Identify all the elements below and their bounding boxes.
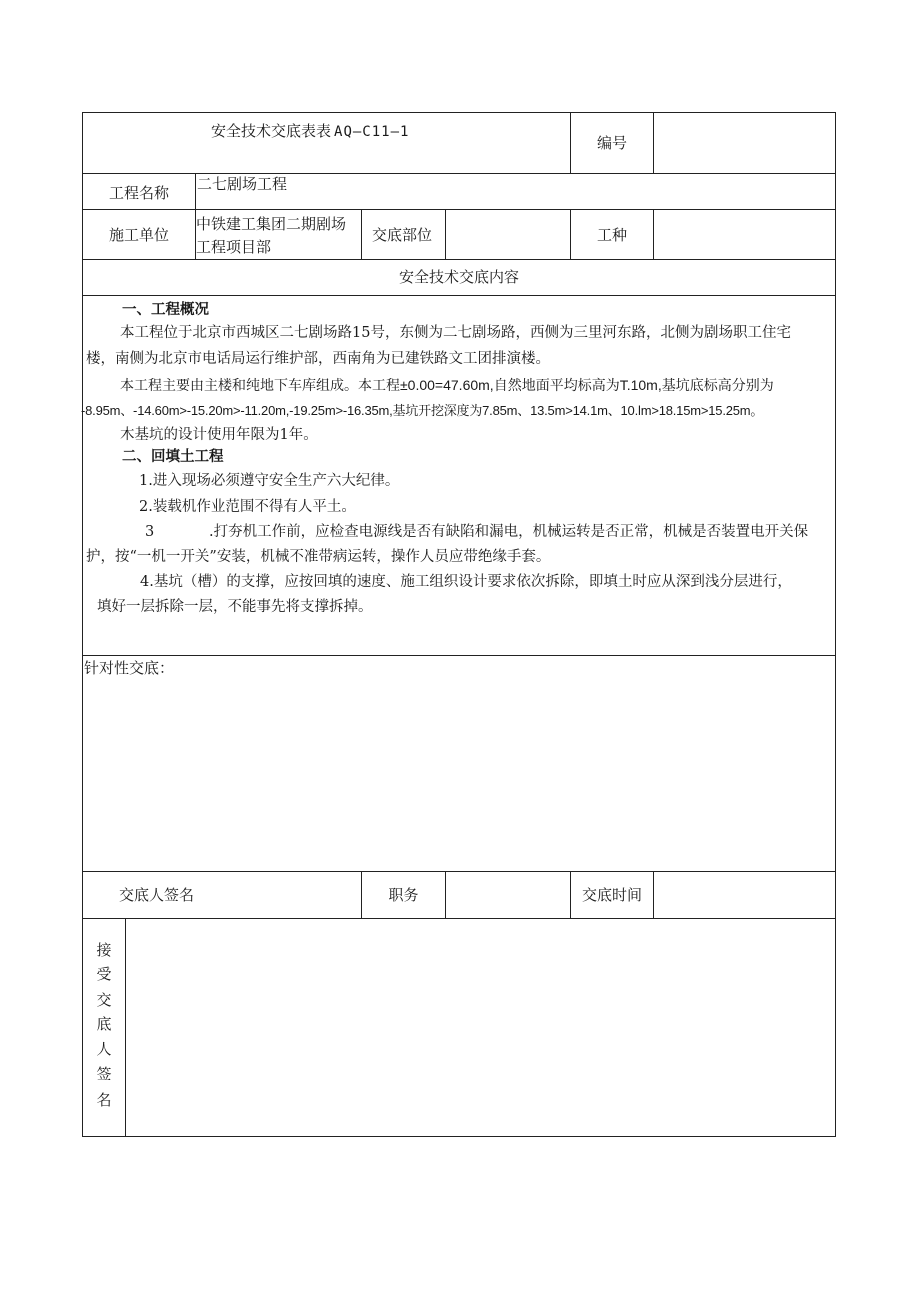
contractor-value-line1: 中铁建工集团二期剧场 [196,215,347,233]
list-item-4-line-1: 4.基坑（槽）的支撑，应按回填的速度、施工组织设计要求依次拆除，即填土时应从深到浅分层进行， [140,574,792,590]
form-code: AQ—C11—1 [334,124,410,140]
receiver-label-char: 接 [96,941,112,959]
row-divider [83,918,835,919]
col-divider [195,173,196,209]
receiver-label-char: 底 [96,1015,112,1033]
col-divider [361,209,362,259]
project-name-value: 二七剧场工程 [197,175,288,193]
col-divider [445,209,446,259]
list-item-3-line-2: 护，按“一机一开关”安装，机械不准带病运转，操作人员应带绝缘手套。 [86,549,551,565]
receiver-label-char: 交 [96,991,112,1009]
number-field[interactable] [655,115,833,171]
trade-label: 工种 [596,226,627,244]
time-field[interactable] [655,873,833,916]
list-item-2: 2.装载机作业范围不得有人平土。 [139,499,356,515]
paragraph-2-line-2: -8.95m、-14.60m>-15.20m>-11.20m,-19.25m>-16.35m,基坑开挖深度为7.85m、13.5m>14.1m、10.lm>18.15m>15.25m。 [81,403,764,418]
col-divider [653,871,654,918]
content-header: 安全技术交底内容 [398,268,519,286]
contractor-value-line2: 工程项目部 [196,238,272,256]
receiver-label-char: 签 [96,1065,112,1083]
row-divider [83,655,835,656]
list-item-3-line-1: .打夯机工作前，应检查电源线是否有缺陷和漏电，机械运转是否正常，机械是否装置电开关保 [209,524,809,540]
receiver-signature-field[interactable] [127,920,833,1134]
form-title [211,121,409,142]
section-2-heading: 二、回填土工程 [122,449,224,465]
list-item-1: 1.进入现场必须遵守安全生产六大纪律。 [139,473,400,489]
paragraph-1-line-1: 本工程位于北京市西城区二七剧场路15号，东侧为二七剧场路，西侧为三里河东路，北侧为剧场职工住宅 [120,325,791,341]
col-divider [125,918,126,1136]
row-divider [83,871,835,872]
receiver-label-char: 受 [96,965,112,983]
paragraph-2-line-3: 木基坑的设计使用年限为1年。 [120,427,318,443]
targeted-briefing-label: 针对性交底： [84,659,175,677]
safety-briefing-form [82,112,836,1137]
receiver-label-char: 人 [96,1040,112,1058]
presenter-signature-label: 交底人签名 [119,886,195,904]
col-divider [653,113,654,173]
receiver-label-char: 名 [96,1091,112,1109]
section-1-heading: 一、工程概况 [122,302,209,318]
form-title-text: 安全技术交底表表 [211,122,332,140]
position-field[interactable] [447,873,569,916]
col-divider [653,209,654,259]
location-label: 交底部位 [372,226,433,244]
row-divider [83,295,835,296]
position-label: 职务 [388,886,419,904]
paragraph-1-line-2: 楼，南侧为北京市电话局运行维护部，西南角为已建铁路文工团排演楼。 [86,351,550,367]
presenter-signature-field[interactable] [196,873,360,916]
number-label: 编号 [596,134,627,152]
project-name-label: 工程名称 [108,184,169,202]
contractor-label: 施工单位 [108,226,169,244]
list-item-4-line-2: 填好一层拆除一层，不能事先将支撑拆掉。 [97,599,373,615]
targeted-briefing-field[interactable] [85,681,833,869]
row-divider [83,259,835,260]
trade-field[interactable] [655,211,833,257]
time-label: 交底时间 [581,886,642,904]
location-field[interactable] [447,211,569,257]
col-divider [445,871,446,918]
paragraph-2-line-1: 本工程主要由主楼和纯地下车库组成。本工程±0.00=47.60m,自然地面平均标高为T.10m,基坑底标高分别为 [120,377,774,393]
list-item-3-number: 3 [145,524,155,540]
